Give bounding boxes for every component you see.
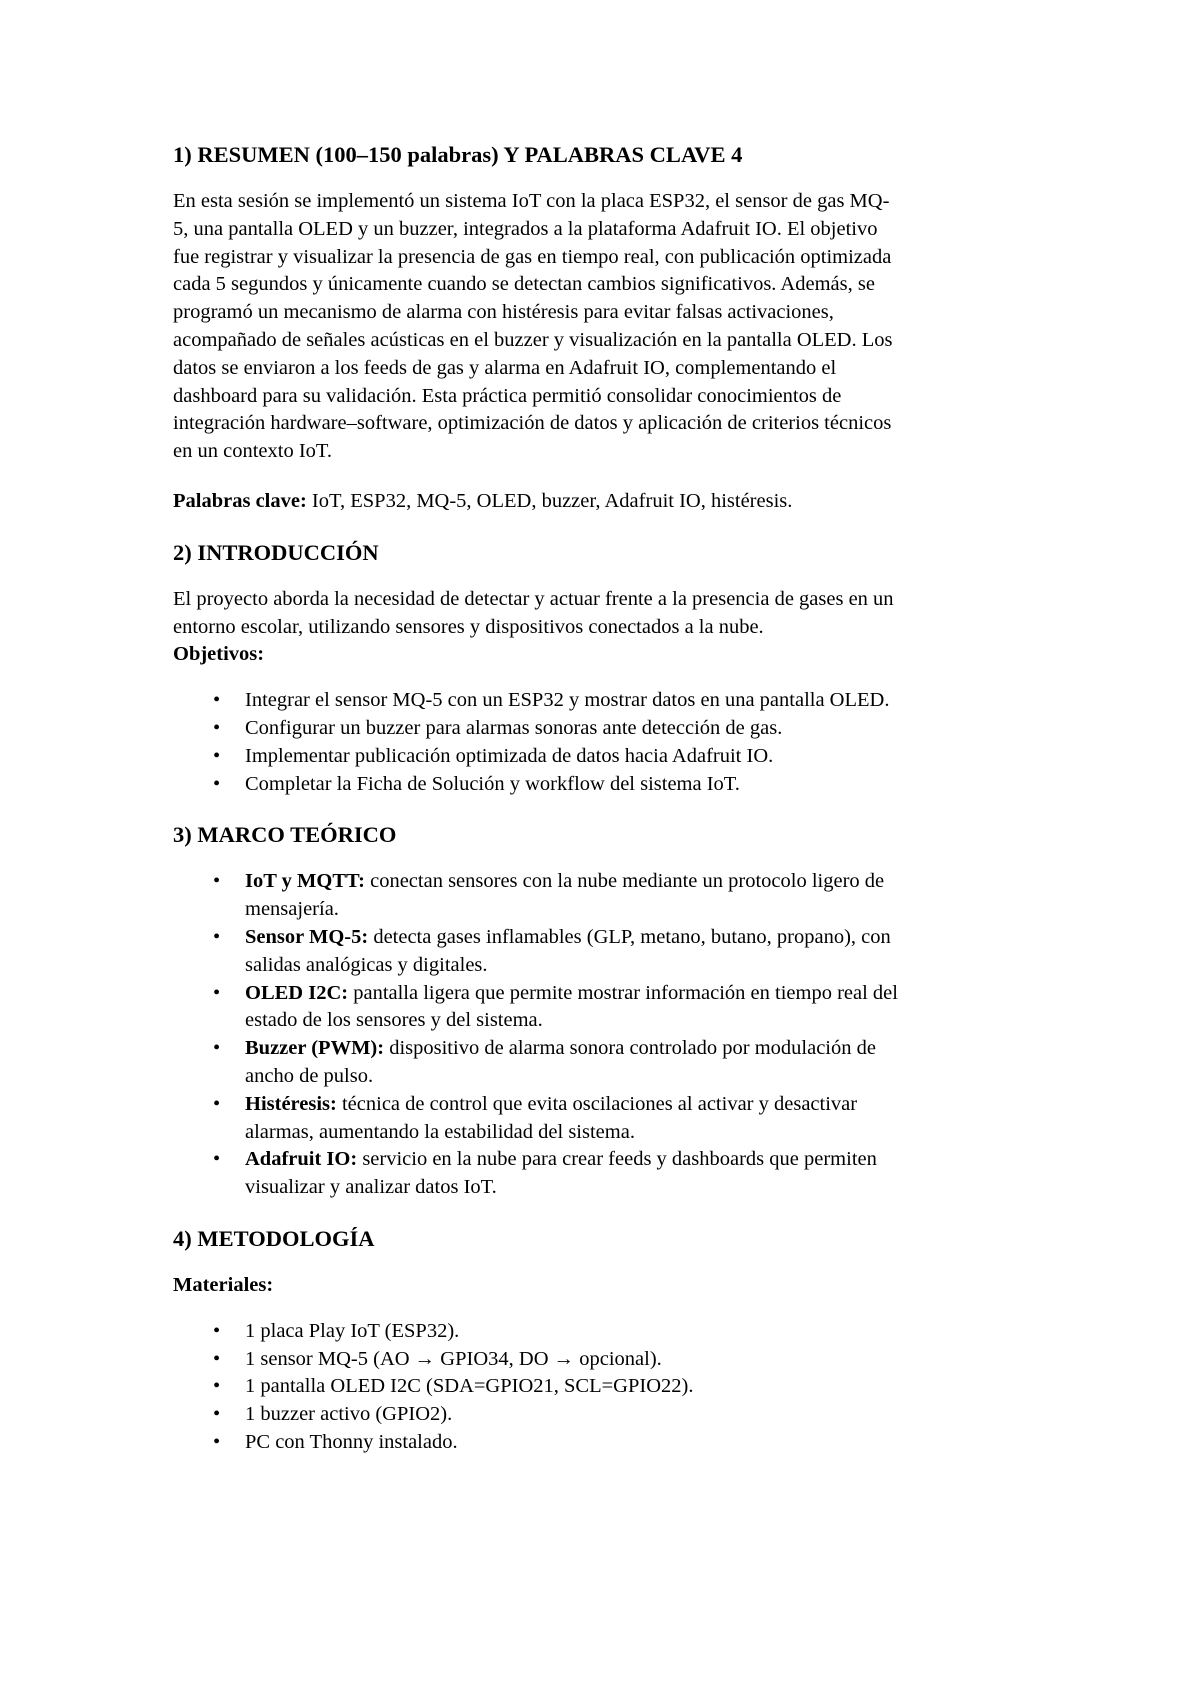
list-item: • 1 buzzer activo (GPIO2).	[173, 1401, 1043, 1429]
objectives-list	[173, 687, 1043, 798]
list-item: • OLED I2C: pantalla ligera que permite mostrar información en tiempo real del estado de los sensores y del sistema.	[213, 981, 898, 1032]
list-item: • IoT y MQTT: conectan sensores con la nube mediante un protocolo ligero de mensajería.	[213, 870, 885, 921]
abstract-line: dashboard para su validación. Esta práctica permitió consolidar conocimientos de	[173, 384, 842, 407]
bullet-icon: •	[213, 1375, 221, 1398]
abstract-line: acompañado de señales acústicas en el buzzer y visualización en la pantalla OLED. Los	[173, 328, 893, 351]
term-label: OLED I2C:	[245, 981, 349, 1004]
materials-list	[173, 1318, 1043, 1457]
abstract-line: fue registrar y visualizar la presencia de gas en tiempo real, con publicación optimizada	[173, 245, 892, 268]
intro-line: El proyecto aborda la necesidad de detectar y actuar frente a la presencia de gases en un	[173, 587, 894, 610]
abstract-line: programó un mecanismo de alarma con histéresis para evitar falsas activaciones,	[173, 301, 834, 324]
term-label: Buzzer (PWM):	[245, 1037, 385, 1060]
abstract-line: En esta sesión se implementó un sistema IoT con la placa ESP32, el sensor de gas MQ-	[173, 190, 890, 212]
list-item: • Histéresis: técnica de control que evita oscilaciones al activar y desactivar alarmas, aumentando la estabilidad del sistema.	[213, 1092, 858, 1143]
intro-paragraph	[173, 586, 1043, 669]
theory-list	[173, 868, 1043, 1202]
bullet-icon: •	[213, 689, 221, 712]
abstract-line: integración hardware–software, optimización de datos y aplicación de criterios técnicos	[173, 412, 892, 435]
list-item: • Implementar publicación optimizada de datos hacia Adafruit IO.	[173, 743, 1043, 771]
abstract-line: en un contexto IoT.	[173, 440, 333, 463]
list-item: • Configurar un buzzer para alarmas sonoras ante detección de gas.	[173, 715, 1043, 743]
keywords-label: Palabras clave:	[173, 489, 307, 512]
section-2-heading: 2) INTRODUCCIÓN	[173, 539, 379, 565]
keywords-line	[173, 488, 1043, 516]
abstract-line: 5, una pantalla OLED y un buzzer, integrados a la plataforma Adafruit IO. El objetivo	[173, 217, 878, 240]
abstract-line: datos se enviaron a los feeds de gas y alarma en Adafruit IO, complementando el	[173, 356, 837, 379]
list-item: • 1 pantalla OLED I2C (SDA=GPIO21, SCL=GPIO22).	[173, 1373, 1043, 1401]
objectives-label: Objetivos:	[173, 643, 265, 666]
list-item: • Adafruit IO: servicio en la nube para crear feeds y dashboards que permiten visualizar y analizar datos IoT.	[213, 1148, 877, 1199]
bullet-icon: •	[213, 1403, 221, 1426]
intro-line: entorno escolar, utilizando sensores y dispositivos conectados a la nube.	[173, 615, 764, 638]
bullet-icon: •	[213, 1347, 221, 1370]
bullet-icon: •	[213, 716, 221, 739]
section-4-heading: 4) METODOLOGÍA	[173, 1225, 375, 1251]
list-item: • Sensor MQ-5: detecta gases inflamables (GLP, metano, butano, propano), con salidas analógicas y digitales.	[213, 925, 891, 976]
bullet-icon: •	[213, 1037, 221, 1060]
bullet-icon: •	[213, 925, 221, 948]
bullet-icon: •	[213, 870, 221, 893]
keywords-value: IoT, ESP32, MQ-5, OLED, buzzer, Adafruit IO, histéresis.	[306, 489, 793, 512]
bullet-icon: •	[213, 1319, 221, 1342]
term-label: Sensor MQ-5:	[245, 925, 369, 948]
bullet-icon: •	[213, 1148, 221, 1171]
section-3-heading: 3) MARCO TEÓRICO	[173, 822, 397, 848]
term-label: IoT y MQTT:	[245, 870, 365, 893]
abstract-line: cada 5 segundos y únicamente cuando se detectan cambios significativos. Además, se	[173, 273, 875, 296]
list-item: • 1 placa Play IoT (ESP32).	[173, 1318, 1043, 1346]
bullet-icon: •	[213, 1092, 221, 1115]
list-item: • PC con Thonny instalado.	[173, 1429, 1043, 1457]
list-item: • Integrar el sensor MQ-5 con un ESP32 y mostrar datos en una pantalla OLED.	[173, 687, 1043, 715]
term-label: Histéresis:	[245, 1092, 337, 1115]
document-page	[173, 140, 1043, 1457]
abstract-paragraph	[173, 188, 1043, 466]
list-item: • 1 sensor MQ-5 (AO → GPIO34, DO → opcional).	[173, 1346, 1043, 1374]
list-item: • Completar la Ficha de Solución y workflow del sistema IoT.	[173, 771, 1043, 799]
bullet-icon: •	[213, 1430, 221, 1453]
bullet-icon: •	[213, 744, 221, 767]
section-1-heading: 1) RESUMEN (100–150 palabras) Y PALABRAS CLAVE 4	[173, 142, 743, 167]
list-item: • Buzzer (PWM): dispositivo de alarma sonora controlado por modulación de ancho de pulso.	[213, 1037, 876, 1087]
bullet-icon: •	[213, 772, 221, 795]
term-label: Adafruit IO:	[245, 1148, 358, 1171]
materials-label: Materiales:	[173, 1273, 274, 1296]
bullet-icon: •	[213, 981, 221, 1004]
